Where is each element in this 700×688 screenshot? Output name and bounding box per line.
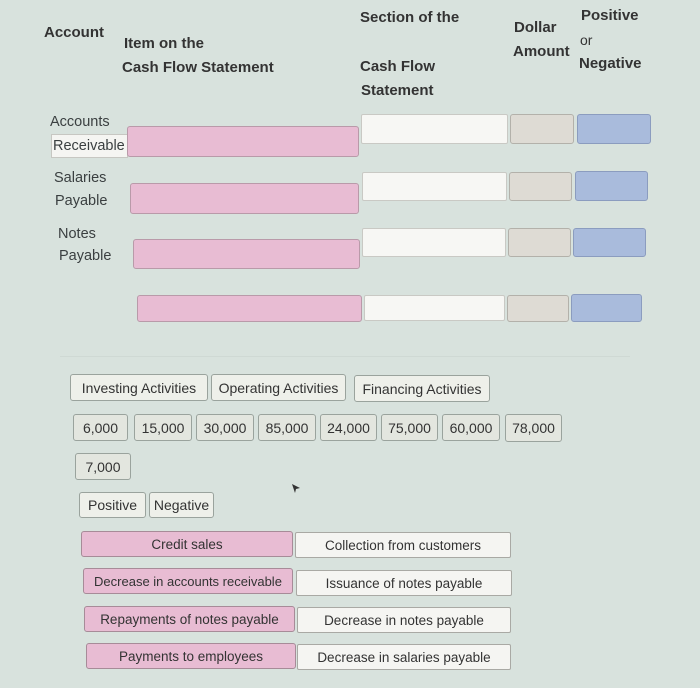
item-option-repayments-notes[interactable]: Repayments of notes payable bbox=[84, 606, 295, 632]
row-label-salaries-line1: Salaries bbox=[54, 170, 107, 186]
item-option-credit-sales[interactable]: Credit sales bbox=[81, 531, 293, 557]
section-dropzone-row2[interactable] bbox=[362, 172, 507, 201]
header-account: Account bbox=[44, 24, 104, 41]
row-label-salaries-line2: Payable bbox=[55, 193, 108, 209]
row-label-accounts-line1: Accounts bbox=[50, 114, 110, 130]
divider bbox=[60, 356, 630, 357]
row-label-notes-line2: Payable bbox=[59, 248, 112, 264]
item-option-decrease-notes[interactable]: Decrease in notes payable bbox=[297, 607, 511, 633]
item-option-collection-customers[interactable]: Collection from customers bbox=[295, 532, 511, 558]
section-dropzone-row3[interactable] bbox=[362, 228, 506, 257]
section-option-financing[interactable]: Financing Activities bbox=[354, 375, 490, 402]
section-option-operating[interactable]: Operating Activities bbox=[211, 374, 346, 401]
amount-option-30000[interactable]: 30,000 bbox=[196, 414, 254, 441]
header-section-line2: Cash Flow bbox=[360, 58, 436, 75]
sign-dropzone-row3[interactable] bbox=[573, 228, 646, 257]
sign-option-positive[interactable]: Positive bbox=[79, 492, 146, 518]
header-item-line1: Item on the bbox=[124, 35, 205, 52]
header-pos-line3: Negative bbox=[579, 55, 642, 72]
sign-option-negative[interactable]: Negative bbox=[149, 492, 214, 518]
header-pos-line2: or bbox=[580, 32, 593, 48]
amount-option-6000[interactable]: 6,000 bbox=[73, 414, 128, 441]
amount-option-15000[interactable]: 15,000 bbox=[134, 414, 192, 441]
item-option-issuance-notes[interactable]: Issuance of notes payable bbox=[296, 570, 512, 596]
header-dollar-line1: Dollar bbox=[514, 19, 557, 36]
item-dropzone-row4[interactable] bbox=[137, 295, 362, 322]
header-dollar-line2: Amount bbox=[513, 43, 570, 60]
sign-dropzone-row1[interactable] bbox=[577, 114, 651, 144]
item-dropzone-row2[interactable] bbox=[130, 183, 359, 214]
section-dropzone-row1[interactable] bbox=[361, 114, 508, 144]
amount-dropzone-row2[interactable] bbox=[509, 172, 572, 201]
item-dropzone-row1[interactable] bbox=[127, 126, 359, 157]
sign-dropzone-row2[interactable] bbox=[575, 171, 648, 201]
amount-dropzone-row3[interactable] bbox=[508, 228, 571, 257]
amount-option-85000[interactable]: 85,000 bbox=[258, 414, 316, 441]
amount-option-75000[interactable]: 75,000 bbox=[381, 414, 438, 441]
item-option-decrease-ar[interactable]: Decrease in accounts receivable bbox=[83, 568, 293, 594]
row-label-notes-line1: Notes bbox=[58, 226, 96, 242]
amount-option-7000[interactable]: 7,000 bbox=[75, 453, 131, 480]
section-option-investing[interactable]: Investing Activities bbox=[70, 374, 208, 401]
amount-dropzone-row4[interactable] bbox=[507, 295, 569, 322]
header-item-line2: Cash Flow Statement bbox=[122, 59, 274, 76]
mouse-cursor-icon bbox=[290, 483, 302, 495]
item-option-decrease-salaries[interactable]: Decrease in salaries payable bbox=[297, 644, 511, 670]
item-option-payments-employees[interactable]: Payments to employees bbox=[86, 643, 296, 669]
item-dropzone-row3[interactable] bbox=[133, 239, 360, 269]
amount-option-60000[interactable]: 60,000 bbox=[442, 414, 500, 441]
header-section-line3: Statement bbox=[361, 82, 434, 99]
amount-dropzone-row1[interactable] bbox=[510, 114, 574, 144]
amount-option-78000[interactable]: 78,000 bbox=[505, 414, 562, 442]
header-section-line1: Section of the bbox=[360, 9, 460, 26]
row-label-accounts-line2: Receivable bbox=[51, 134, 128, 158]
sign-dropzone-row4[interactable] bbox=[571, 294, 642, 322]
amount-option-24000[interactable]: 24,000 bbox=[320, 414, 377, 441]
header-pos-line1: Positive bbox=[581, 7, 639, 24]
section-dropzone-row4[interactable] bbox=[364, 295, 505, 321]
